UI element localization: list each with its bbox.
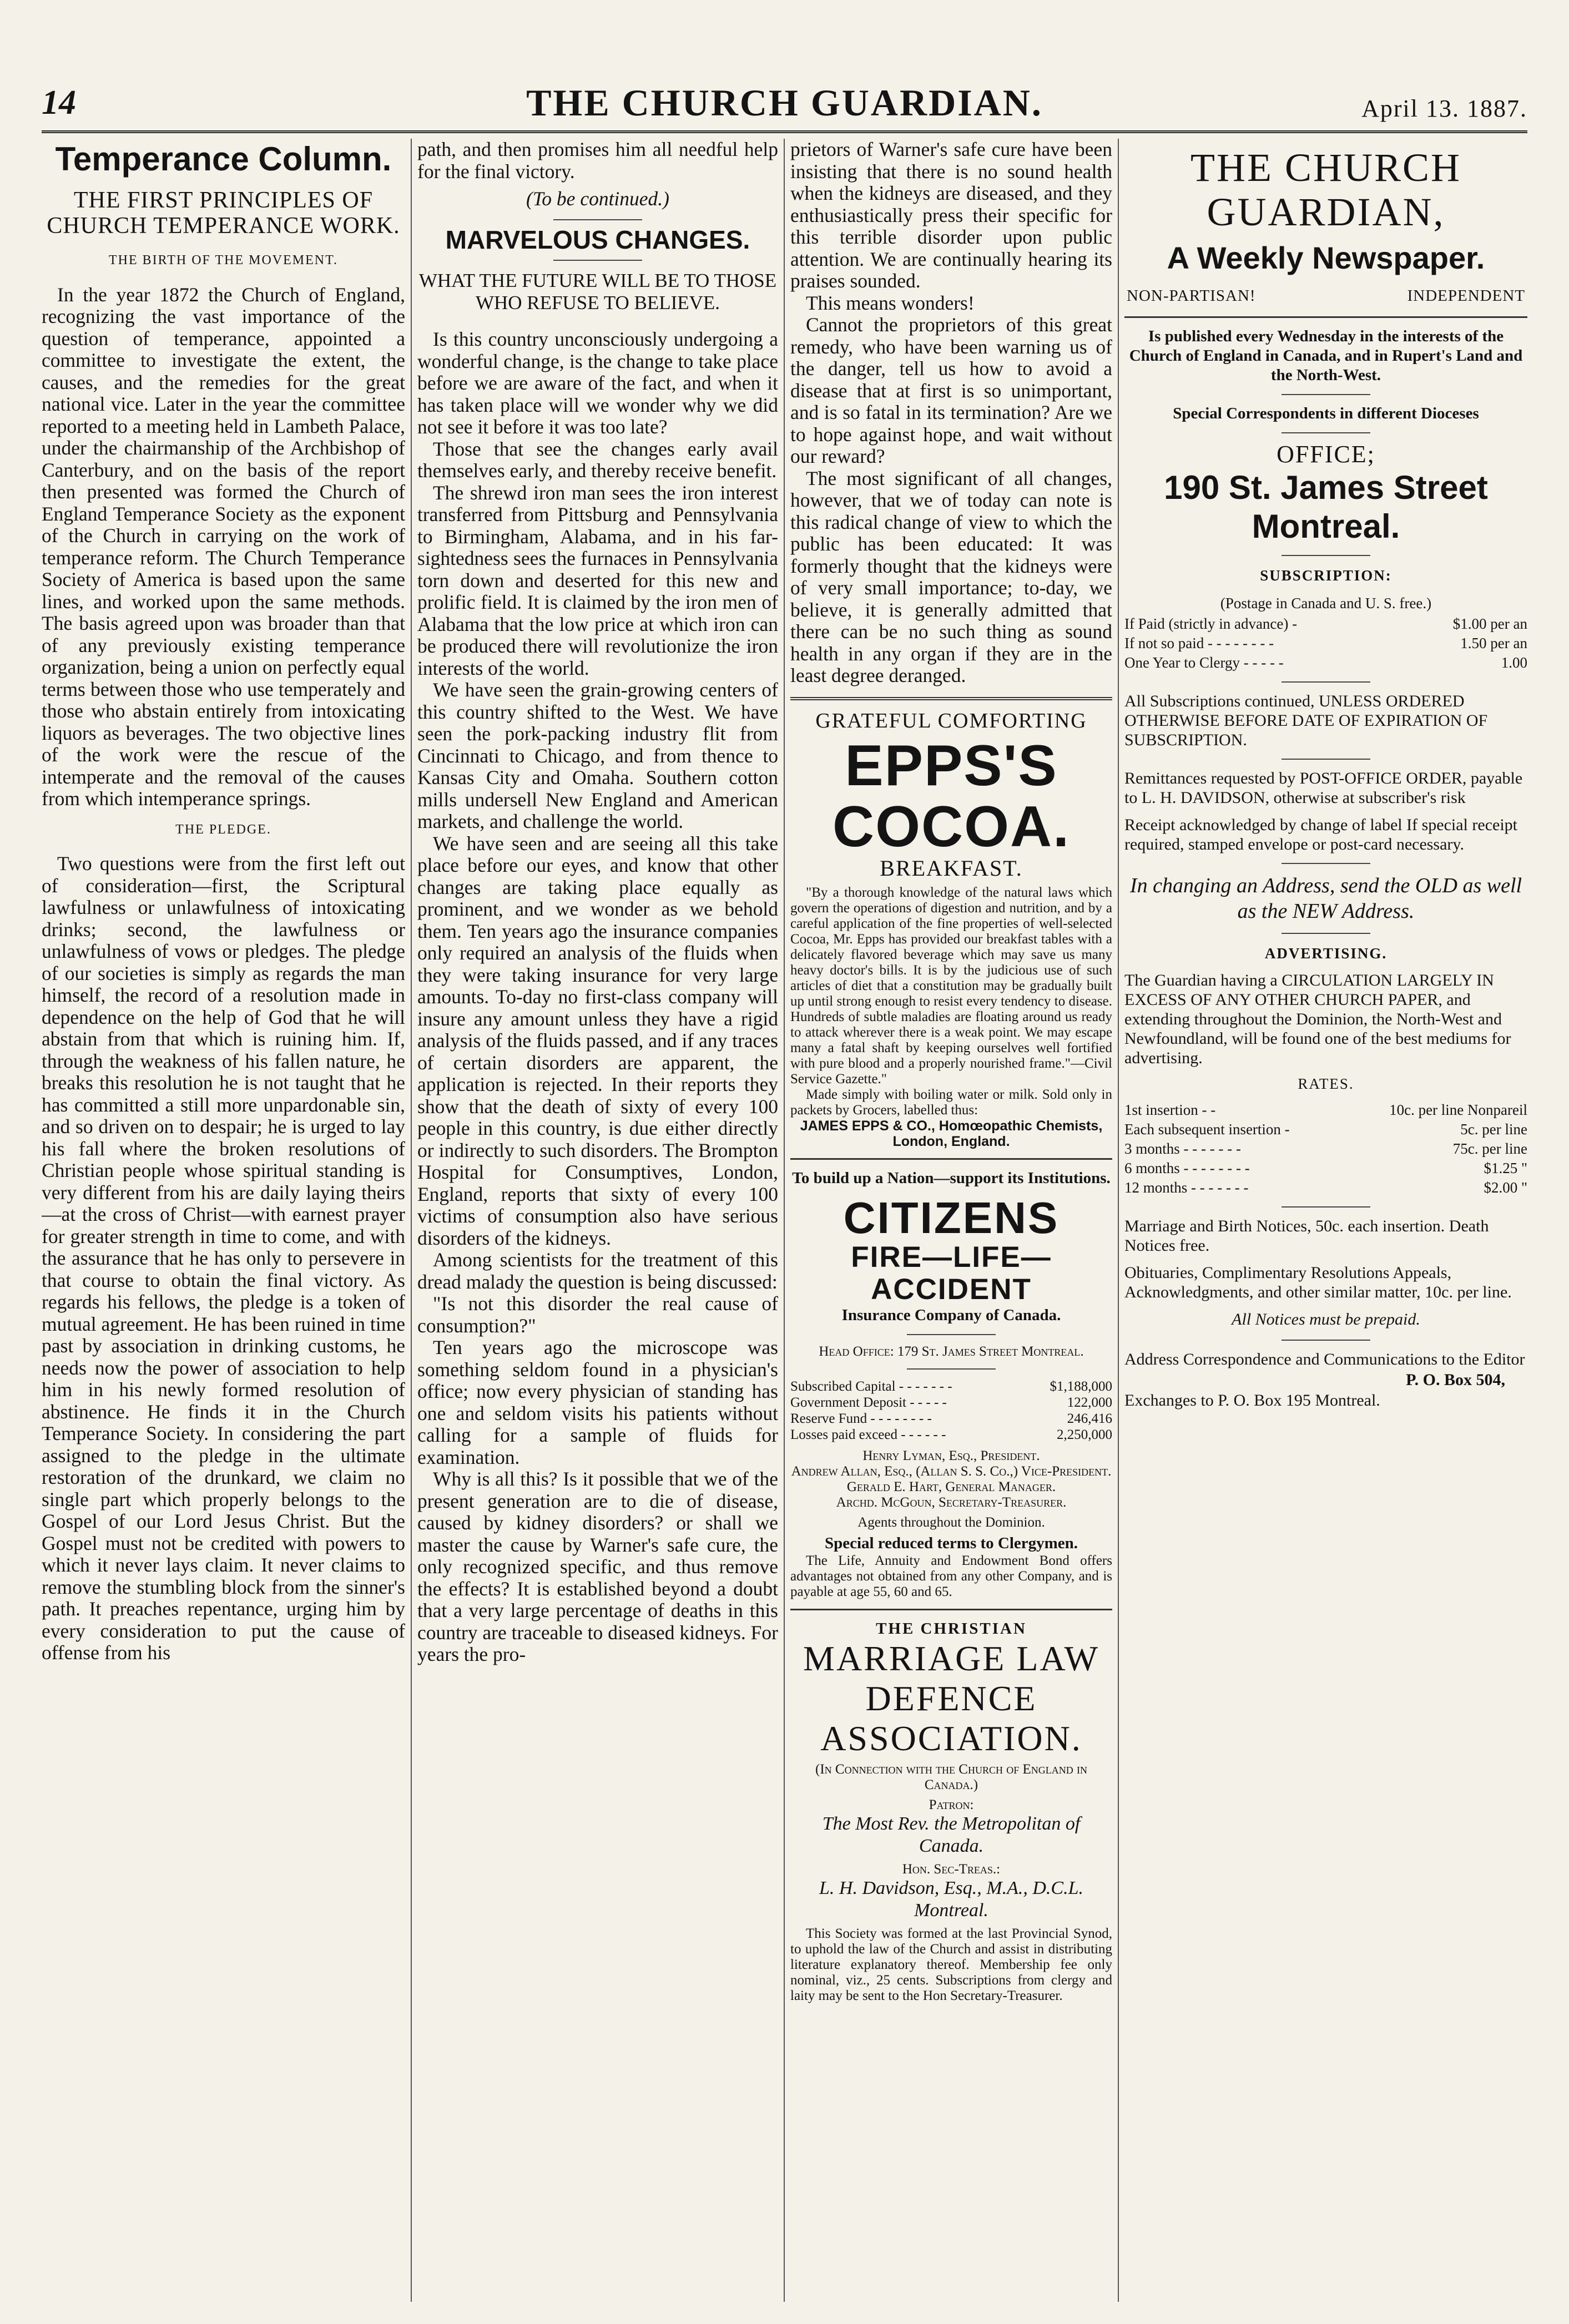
article-paragraph: Is this country unconsciously undergoing a wonderful change, is the change to take place before we are aware of the fact, and when it has taken place will we wonder why we did not see it before it was too late? <box>417 328 778 438</box>
head-office: Head Office: 179 St. James Street Montreal. <box>819 1343 1084 1359</box>
to-be-continued: (To be continued.) <box>526 188 669 210</box>
rate-value: $1.25 " <box>1484 1160 1527 1176</box>
section-title-birth: THE BIRTH OF THE MOVEMENT. <box>109 253 338 267</box>
article-paragraph: "Is not this disorder the real cause of consumption?" <box>417 1292 778 1337</box>
assoc-body: This Society was formed at the last Provincial Synod, to uphold the law of the Church and assist in distributing literature explanatory thereof. Membership fee only nominal, viz., 25 cents. Subscriptions from clergy and laity may be sent to the Hon Secretary-Treasurer. <box>790 1926 1112 2003</box>
rate-value: 1.50 per an <box>1460 635 1527 651</box>
rate-label: 12 months - - - - - - - <box>1124 1179 1249 1196</box>
office-label: OFFICE; <box>1277 440 1375 468</box>
divider <box>1282 555 1370 556</box>
epps-cocoa-ad <box>790 710 1112 1149</box>
divider <box>790 697 1112 700</box>
epps-body-2: Made simply with boiling water or milk. Sold only in packets by Grocers, labelled thus: <box>790 1087 1112 1118</box>
article-paragraph: The shrewd iron man sees the iron interest transferred from Pittsburg and Pennsylvania to Birmingham, Alabama, and in his far-sightedness sees the furnaces in Pennsylvania torn down and deserted for this new and prolific field. It is claimed by the iron men of Alabama that the low price at which iron can be produced there will revolutionize the iron interests of the world. <box>417 481 778 679</box>
table-row <box>790 1411 1112 1427</box>
paper-name: THE CHURCH GUARDIAN, <box>1190 145 1461 234</box>
paper-title: THE CHURCH GUARDIAN. <box>526 82 1043 124</box>
rate-value: $1.00 per an <box>1452 615 1527 632</box>
divider <box>790 1158 1112 1160</box>
article-paragraph: Cannot the proprietors of this great remedy, who have been warning us of the danger, tell us how to avoid a disease that at first is so unimportant, and is so fatal in its termination? Are we to hope against hope, and wait without our reward? <box>790 314 1112 467</box>
fin-value: 246,416 <box>1067 1411 1112 1426</box>
citizens-title: CITIZENS <box>843 1193 1060 1242</box>
column-ads <box>790 139 1112 2302</box>
divider <box>1282 933 1370 934</box>
remittances-note: Remittances requested by POST-OFFICE ORDER, payable to L. H. DAVIDSON, otherwise at subscriber's risk <box>1124 769 1523 807</box>
divider <box>790 1609 1112 1610</box>
article-paragraph: path, and then promises him all needful help for the final victory. <box>417 139 778 183</box>
rate-row <box>1124 1159 1527 1178</box>
fin-value: 2,250,000 <box>1057 1427 1112 1442</box>
divider <box>1282 863 1370 864</box>
subscription-row <box>1124 634 1527 653</box>
divider <box>1282 1206 1370 1208</box>
fin-label: Subscribed Capital - - - - - - - <box>790 1378 952 1394</box>
divider <box>553 260 642 261</box>
subscription-title: SUBSCRIPTION: <box>1260 567 1392 584</box>
epps-kicker: GRATEFUL COMFORTING <box>815 709 1087 732</box>
financials-table <box>790 1378 1112 1443</box>
divider <box>553 219 642 220</box>
officer: Gerald E. Hart, General Manager. <box>846 1479 1056 1494</box>
divider <box>1282 1340 1370 1341</box>
article-paragraph: This means wonders! <box>806 291 975 314</box>
rate-row <box>1124 1100 1527 1120</box>
independent-label: INDEPENDENT <box>1407 287 1525 305</box>
section-title-pledge: THE PLEDGE. <box>175 822 271 837</box>
article-paragraph: Among scientists for the treatment of this dread malady the question is being discussed: <box>417 1249 778 1293</box>
rate-value: 5c. per line <box>1460 1121 1527 1138</box>
article-paragraph: Two questions were from the first left out of consideration—first, the Scriptural lawfulness or unlawfulness of intoxicating drinks; second, the lawfulness or unlawfulness of vows or pledges. The pledge of our societies is simply as regards the man himself, the record of a resolution made in dependence on the help of God that he will abstain from that which is ruining him. If, through the weakness of his fallen nature, he breaks this resolution he is not taught that he has committed a still more unpardonable sin, and so driven on to despair; he is urged to lay his fall where the broken resolutions of Christian people whose spiritual standing is very different from his are daily laying theirs—at the cross of Christ—with earnest prayer for greater strength in time to come, and with the assurance that he has only to persevere in that course to obtain the final victory. As regards his fellows, the pledge is a token of mutual agreement. He has been ruined in time past by association in drinking customs, he needs now the power of association to help him in his newly formed resolution of abstinence. He finds it in the Church Temperance Society. In considering the part assigned to the pledge in the ultimate restoration of the drunkard, we claim no single part which properly belongs to the Gospel of our Lord Jesus Christ. But the Gospel must not be credited with powers to which it never lays claim. It never claims to remove the stumbling block from the sinner's path. It preaches repentance, urging him by every consideration to put the cause of offense from his <box>42 852 405 1664</box>
article-paragraph: The most significant of all changes, however, that we of today can note is this radical change of view to which the public has been educated: It was formerly thought that the kidneys were of very small importance; to-day, we believe, it is generally admitted that there can be no such thing as sound health in any organ if they are in the least degree deranged. <box>790 467 1112 686</box>
clergy-rates: Special reduced terms to Clergymen. <box>824 1534 1078 1552</box>
article-paragraph: We have seen the grain-growing centers of this country shifted to the West. We have seen the pork-packing industry flit from Cincinnati to Chicago, and from thence to Kansas City and Omaha. Southern cotton mills undersell New England and American markets, and challenge the world. <box>417 679 778 832</box>
marvelous-subheading: WHAT THE FUTURE WILL BE TO THOSE WHO REFUSE TO BELIEVE. <box>418 270 777 314</box>
epps-body: "By a thorough knowledge of the natural laws which govern the operations of digestion and nutrition, and by a careful application of the fine properties of well-selected Cocoa, Mr. Epps has provided our breakfast tables with a delicately flavored beverage which may save us many heavy doctor's bills. It is by the judicious use of such articles of diet that a constitution may be gradually built up until strong enough to resist every tendency to disease. Hundreds of subtle maladies are floating around us ready to attack wherever there is a weak point. We may escape many a fatal shaft by keeping ourselves well fortified with pure blood and a properly nourished frame."—Civil Service Gazette." <box>790 885 1112 1087</box>
rate-value: 75c. per line <box>1452 1140 1527 1157</box>
assoc-title-1: MARRIAGE LAW DEFENCE <box>803 1638 1099 1718</box>
advertising-rates <box>1124 1100 1527 1198</box>
advertising-title: ADVERTISING. <box>1264 945 1388 962</box>
divider <box>1282 681 1370 683</box>
citizens-subtitle: FIRE—LIFE—ACCIDENT <box>851 1240 1052 1306</box>
patron-name: The Most Rev. the Metropolitan of Canada. <box>822 1813 1081 1856</box>
rate-label: 1st insertion - - <box>1124 1102 1216 1118</box>
temperance-subheading: THE FIRST PRINCIPLES OF CHURCH TEMPERANCE WORK. <box>47 188 400 239</box>
epps-title: EPPS'S COCOA. <box>833 734 1070 859</box>
citizens-kicker: To build up a Nation—support its Institutions. <box>792 1169 1111 1187</box>
rate-label: 6 months - - - - - - - - <box>1124 1160 1250 1176</box>
column-rule <box>411 139 412 2302</box>
officer: Andrew Allan, Esq., (Allan S. S. Co.,) Vice-President. <box>791 1463 1112 1479</box>
column-temperance <box>42 139 405 2302</box>
article-paragraph: In the year 1872 the Church of England, recognizing the vast importance of the question of temperance, appointed a committee to investigate the extent, the causes, and the remedies for the great national vice. Later in the year the committee reported to a meeting held in Lambeth Palace, under the chairmanship of the Archbishop of Canterbury, and on the basis of the report then presented was formed the Church of England Temperance Society as the exponent of the Church in carrying on the work of temperance reform. The Church Temperance Society of America is based upon the same lines, and worked upon the same methods. The basis agreed upon was broader than that of any previously existing temperance organization, being a union on perfectly equal terms between those who use temperately and those who abstain entirely from intoxicating liquors as beverages. The two objective lines of the work were the rescue of the intemperate and the removal of the causes from which intemperance springs. <box>42 283 405 810</box>
fin-value: $1,188,000 <box>1050 1378 1112 1394</box>
temperance-heading: Temperance Column. <box>55 140 392 178</box>
citizens-company: Insurance Company of Canada. <box>841 1306 1061 1324</box>
table-row <box>790 1427 1112 1443</box>
nonpartisan-label: NON-PARTISAN! <box>1127 287 1256 305</box>
marvelous-heading: MARVELOUS CHANGES. <box>445 225 750 254</box>
weekly-newspaper: A Weekly Newspaper. <box>1167 240 1485 275</box>
fin-label: Losses paid exceed - - - - - - <box>790 1427 946 1442</box>
officer: Henry Lyman, Esq., President. <box>862 1448 1040 1463</box>
patron-label: Patron: <box>929 1797 974 1812</box>
table-row <box>790 1395 1112 1411</box>
subscription-note: (Postage in Canada and U. S. free.) <box>1220 594 1432 612</box>
rate-label: If Paid (strictly in advance) - <box>1124 615 1298 632</box>
assoc-kicker: THE CHRISTIAN <box>876 1619 1027 1638</box>
divider <box>1124 316 1527 318</box>
fin-label: Government Deposit - - - - - <box>790 1395 947 1410</box>
nonpartisan-row <box>1124 285 1527 307</box>
obituaries-note: Obituaries, Complimentary Resolutions Appeals, Acknowledgments, and other similar matter, 10c. per line. <box>1124 1264 1512 1301</box>
article-paragraph: Why is all this? Is it possible that we of the present generation are to die of disease, caused by kidney disorders? or shall we master the cause by Warner's safe cure, the only recognized specific, and thus remove the effects? It is established beyond a doubt that a very large percentage of deaths in this country are traceable to diseased kidneys. For years the pro- <box>417 1468 778 1665</box>
rate-value: 10c. per line Nonpareil <box>1389 1102 1527 1118</box>
advertising-body: The Guardian having a CIRCULATION LARGELY IN EXCESS OF ANY OTHER CHURCH PAPER, and extending throughout the Dominion, the North-West and Newfoundland, will be found one of the best mediums for advertising. <box>1124 971 1511 1067</box>
rate-row <box>1124 1120 1527 1139</box>
assoc-title-2: ASSOCIATION. <box>820 1718 1082 1758</box>
citizens-insurance-ad <box>790 1169 1112 1600</box>
article-paragraph: Those that see the changes early avail themselves early, and thereby receive benefit. <box>417 437 778 482</box>
rate-value: 1.00 <box>1501 654 1527 671</box>
exchanges-note: Exchanges to P. O. Box 195 Montreal. <box>1124 1391 1380 1409</box>
address-change-note: In changing an Address, send the OLD as well as the NEW Address. <box>1129 874 1522 923</box>
article-paragraph: prietors of Warner's safe cure have been insisting that there is no sound health when the kidneys are diseased, and they enthusiastically press their specific for this terrible disorder upon public attention. We are continually hearing its praises sounded. <box>790 139 1112 292</box>
assoc-connection: (In Connection with the Church of England in Canada.) <box>815 1761 1087 1792</box>
article-paragraph: We have seen and are seeing all this take place before our eyes, and know that other changes are taking place equally as prominent, and we wonder as we behold them. Ten years ago the insurance companies only required an analysis of the fluids when they were taking insurance for very large amounts. To-day no first-class company will insure any amount unless they have a rigid analysis of the fluids passed, and if any traces of certain disorders are apparent, the application is rejected. In their reports they show that the death of sixty of every 100 people in this country, is due either directly or indirectly to such disorders. The Brompton Hospital for Consumptives, London, England, reports that sixty of every 100 victims of consumption also have serious disorders of the kidneys. <box>417 832 778 1249</box>
rate-row <box>1124 1178 1527 1198</box>
epps-signature: JAMES EPPS & CO., Homœopathic Chemists, London, England. <box>800 1118 1103 1149</box>
rate-label: One Year to Clergy - - - - - <box>1124 654 1284 671</box>
divider <box>1282 394 1370 395</box>
subscription-rates <box>1124 614 1527 673</box>
office-address: 190 St. James Street Montreal. <box>1164 469 1488 545</box>
divider <box>1282 759 1370 760</box>
officer: Archd. McGoun, Secretary-Treasurer. <box>836 1494 1067 1510</box>
fin-value: 122,000 <box>1067 1395 1112 1410</box>
epps-sub: BREAKFAST. <box>880 856 1023 881</box>
rate-label: 3 months - - - - - - - <box>1124 1140 1241 1157</box>
rate-value: $2.00 " <box>1484 1179 1527 1196</box>
secretary-name: L. H. Davidson, Esq., M.A., D.C.L. Montreal. <box>819 1877 1084 1921</box>
column-rule <box>1118 139 1119 2302</box>
column-marvelous-changes <box>417 139 778 2302</box>
fin-label: Reserve Fund - - - - - - - - <box>790 1411 932 1426</box>
rates-title: RATES. <box>1298 1075 1354 1092</box>
secretary-label: Hon. Sec-Treas.: <box>902 1861 1001 1877</box>
continued-note: All Subscriptions continued, UNLESS ORDERED OTHERWISE BEFORE DATE OF EXPIRATION OF SUBSCRIPTION. <box>1124 692 1488 749</box>
rate-label: If not so paid - - - - - - - - <box>1124 635 1274 651</box>
divider <box>907 1334 996 1335</box>
correspondents-note: Special Correspondents in different Dioceses <box>1173 404 1479 422</box>
marriage-law-ad <box>790 1619 1112 2004</box>
masthead <box>42 78 1527 133</box>
po-box: P. O. Box 504, <box>1406 1370 1505 1389</box>
published-note: Is published every Wednesday in the interests of the Church of England in Canada, and in Rupert's Land and the North-West. <box>1129 327 1523 384</box>
column-rule <box>784 139 785 2302</box>
subscription-row <box>1124 614 1527 634</box>
notices-note: Marriage and Birth Notices, 50c. each insertion. Death Notices free. <box>1124 1217 1489 1255</box>
receipt-note: Receipt acknowledged by change of label If special receipt required, stamped envelope or post-card necessary. <box>1124 816 1518 853</box>
column-paper-info <box>1124 139 1527 2302</box>
rate-row <box>1124 1139 1527 1159</box>
subscription-row <box>1124 653 1527 673</box>
rate-label: Each subsequent insertion - <box>1124 1121 1290 1138</box>
divider <box>1282 432 1370 433</box>
correspondence-note: Address Correspondence and Communications to the Editor <box>1124 1350 1525 1368</box>
divider <box>907 1368 996 1370</box>
life-note: The Life, Annuity and Endowment Bond offers advantages not obtained from any other Company, and is payable at age 55, 60 and 65. <box>790 1553 1112 1599</box>
agents-note: Agents throughout the Dominion. <box>857 1514 1045 1530</box>
article-paragraph: Ten years ago the microscope was something seldom found in a physician's office; now every physician of standing has one and seldom visits his patients without calling for a sample of fluids for examination. <box>417 1336 778 1468</box>
issue-date: April 13. 1887. <box>1361 95 1527 122</box>
page-number: 14 <box>42 84 76 122</box>
table-row <box>790 1378 1112 1395</box>
prepaid-note: All Notices must be prepaid. <box>1232 1310 1420 1328</box>
